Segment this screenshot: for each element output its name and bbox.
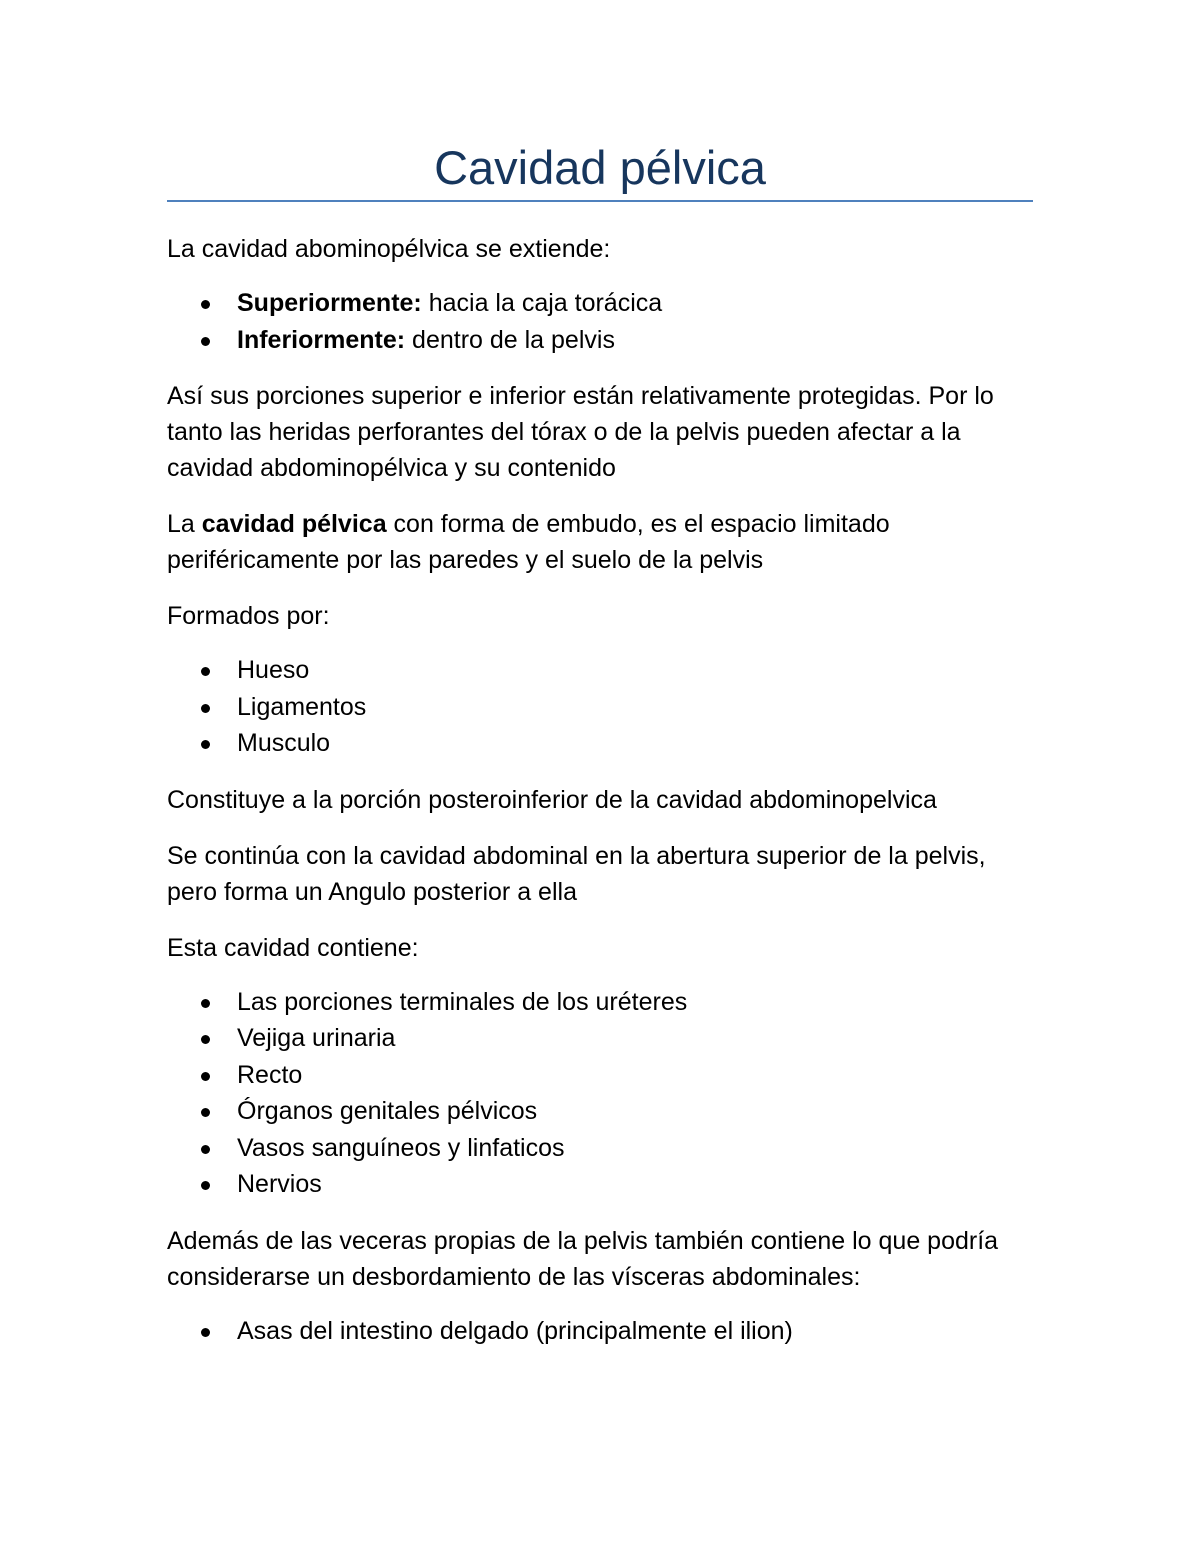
bullet-icon	[201, 1035, 210, 1044]
bullet-icon	[201, 1328, 210, 1337]
bullet-icon	[201, 1145, 210, 1154]
definition-paragraph	[167, 506, 1033, 578]
contains-label: Esta cavidad contiene:	[167, 933, 419, 962]
list-item-text: Hueso	[237, 656, 310, 684]
bullet-icon	[201, 337, 210, 346]
list-item	[167, 984, 1033, 1021]
formed-by-label: Formados por:	[167, 602, 330, 630]
list-item	[167, 689, 1033, 726]
bullet-icon	[201, 1108, 210, 1117]
protection-paragraph: Así sus porciones superior e inferior están relativamente protegidas. Por lo tanto las heridas perforantes del tórax o de la pelvis pueden afectar a la cavidad abdominopélvica y su contenido	[167, 382, 994, 482]
contains-list	[167, 984, 1033, 1203]
list-item-text: Recto	[237, 1060, 303, 1089]
list-item	[167, 652, 1033, 689]
document-body	[167, 231, 1033, 1369]
list-item-text: Vejiga urinaria	[237, 1024, 396, 1052]
list-item	[167, 1166, 1033, 1203]
list-item	[167, 725, 1033, 762]
list-item-text: Vasos sanguíneos y linfaticos	[237, 1133, 565, 1162]
list-item-text: Órganos genitales pélvicos	[237, 1097, 538, 1125]
overflow-list	[167, 1313, 1033, 1350]
list-item-text: Las porciones terminales de los uréteres	[237, 987, 688, 1016]
bullet-icon	[201, 740, 210, 749]
list-item-text: Musculo	[237, 729, 331, 757]
definition-prefix: La	[167, 510, 202, 538]
bullet-icon	[201, 667, 210, 676]
constitutes-paragraph: Constituye a la porción posteroinferior de la cavidad abdominopelvica	[167, 785, 937, 814]
list-item-text: hacia la caja torácica	[421, 289, 663, 317]
list-item-text: Ligamentos	[237, 692, 367, 721]
bullet-icon	[201, 1181, 210, 1190]
list-item-text: Asas del intestino delgado (principalmente el ilion)	[237, 1316, 793, 1345]
list-item-term: Inferiormente:	[237, 325, 406, 354]
list-item-term: Superiormente:	[237, 289, 422, 317]
bullet-icon	[201, 704, 210, 713]
extent-list	[167, 285, 1033, 358]
bullet-icon	[201, 300, 210, 309]
list-item	[167, 1057, 1033, 1094]
continues-paragraph: Se continúa con la cavidad abdominal en la abertura superior de la pelvis, pero forma un Angulo posterior a ella	[167, 841, 986, 906]
list-item	[167, 285, 1033, 322]
list-item-text: Nervios	[237, 1170, 322, 1198]
list-item	[167, 1093, 1033, 1130]
title-underline	[167, 200, 1033, 202]
overflow-paragraph: Además de las veceras propias de la pelvis también contiene lo que podría considerarse un desbordamiento de las vísceras abdominales:	[167, 1226, 999, 1291]
intro-paragraph: La cavidad abominopélvica se extiende:	[167, 235, 611, 263]
list-item	[167, 322, 1033, 359]
bullet-icon	[201, 1072, 210, 1081]
formed-by-list	[167, 652, 1033, 762]
list-item	[167, 1020, 1033, 1057]
bullet-icon	[201, 999, 210, 1008]
list-item	[167, 1313, 1033, 1350]
page-title: Cavidad pélvica	[434, 141, 766, 194]
definition-text: con forma de embudo, es el espacio limitado periféricamente por las paredes y el suelo de la pelvis	[167, 510, 890, 574]
list-item-text: dentro de la pelvis	[405, 325, 615, 354]
definition-term: cavidad pélvica	[201, 510, 387, 538]
list-item	[167, 1130, 1033, 1167]
